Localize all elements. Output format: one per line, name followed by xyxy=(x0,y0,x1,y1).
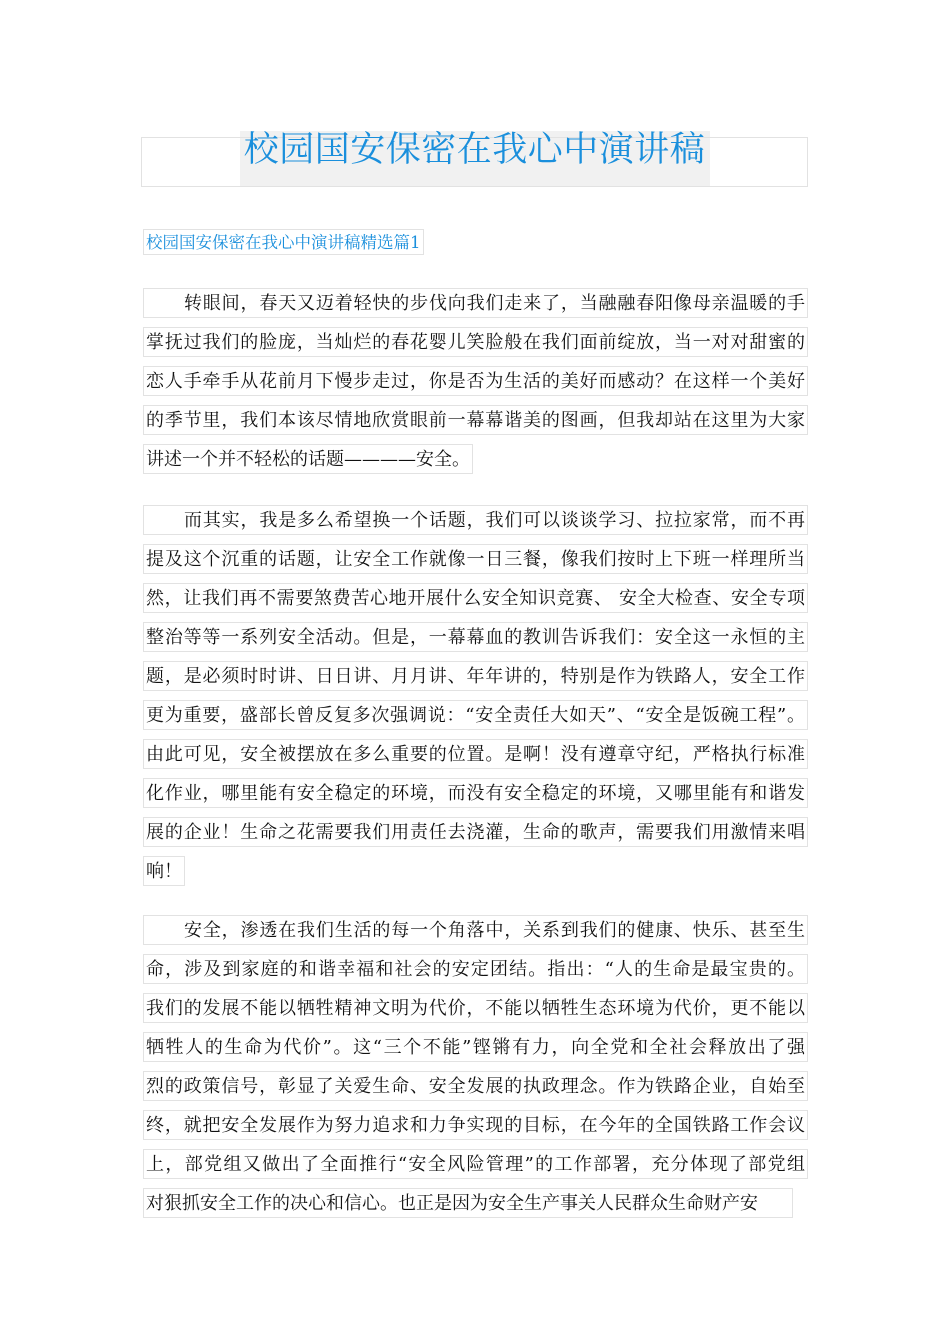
text-line: 掌抚过我们的脸庞，当灿烂的春花婴儿笑脸般在我们面前绽放，当一对对甜蜜的 xyxy=(143,327,808,357)
text-line: 牺牲人的生命为代价”。这“三个不能”铿锵有力，向全党和全社会释放出了强 xyxy=(143,1032,808,1062)
section-heading: 校园国安保密在我心中演讲稿精选篇1 xyxy=(143,229,424,255)
text-line: 化作业，哪里能有安全稳定的环境，而没有安全稳定的环境，又哪里能有和谐发 xyxy=(143,778,808,808)
paragraph-1 xyxy=(143,280,808,475)
text-line: 由此可见，安全被摆放在多么重要的位置。是啊！没有遵章守纪，严格执行标准 xyxy=(143,739,808,769)
text-line: 对狠抓安全工作的决心和信心。也正是因为安全生产事关人民群众生命财产安 xyxy=(143,1188,793,1218)
text-line: 终，就把安全发展作为努力追求和力争实现的目标，在今年的全国铁路工作会议 xyxy=(143,1110,808,1140)
document-title: 校园国安保密在我心中演讲稿 xyxy=(243,130,706,170)
text-line: 响！ xyxy=(143,856,185,886)
text-line: 的季节里，我们本该尽情地欣赏眼前一幕幕谐美的图画，但我却站在这里为大家 xyxy=(143,405,808,435)
text-line: 烈的政策信号，彰显了关爱生命、安全发展的执政理念。作为铁路企业，自始至 xyxy=(143,1071,808,1101)
text-line: 提及这个沉重的话题，让安全工作就像一日三餐，像我们按时上下班一样理所当 xyxy=(143,544,808,574)
text-line: 讲述一个并不轻松的话题————安全。 xyxy=(143,444,473,474)
text-line: 转眼间，春天又迈着轻快的步伐向我们走来了，当融融春阳像母亲温暖的手 xyxy=(143,288,808,318)
text-line: 题，是必须时时讲、日日讲、月月讲、年年讲的，特别是作为铁路人，安全工作 xyxy=(143,661,808,691)
paragraph-2 xyxy=(143,497,808,887)
text-line: 整治等等一系列安全活动。但是，一幕幕血的教训告诉我们：安全这一永恒的主 xyxy=(143,622,808,652)
text-line: 恋人手牵手从花前月下慢步走过，你是否为生活的美好而感动？在这样一个美好 xyxy=(143,366,808,396)
text-line: 然，让我们再不需要煞费苦心地开展什么安全知识竞赛、 安全大检查、安全专项 xyxy=(143,583,808,613)
paragraph-3 xyxy=(143,907,808,1219)
text-line: 而其实，我是多么希望换一个话题，我们可以谈谈学习、拉拉家常，而不再 xyxy=(143,505,808,535)
text-line: 上，部党组又做出了全面推行“安全风险管理”的工作部署，充分体现了部党组 xyxy=(143,1149,808,1179)
text-line: 命，涉及到家庭的和谐幸福和社会的安定团结。指出：“人的生命是最宝贵的。 xyxy=(143,954,808,984)
text-line: 安全，渗透在我们生活的每一个角落中，关系到我们的健康、快乐、甚至生 xyxy=(143,915,808,945)
text-line: 我们的发展不能以牺牲精神文明为代价，不能以牺牲生态环境为代价，更不能以 xyxy=(143,993,808,1023)
text-line: 更为重要，盛部长曾反复多次强调说：“安全责任大如天”、“安全是饭碗工程”。 xyxy=(143,700,808,730)
text-line: 展的企业！生命之花需要我们用责任去浇灌，生命的歌声，需要我们用激情来唱 xyxy=(143,817,808,847)
